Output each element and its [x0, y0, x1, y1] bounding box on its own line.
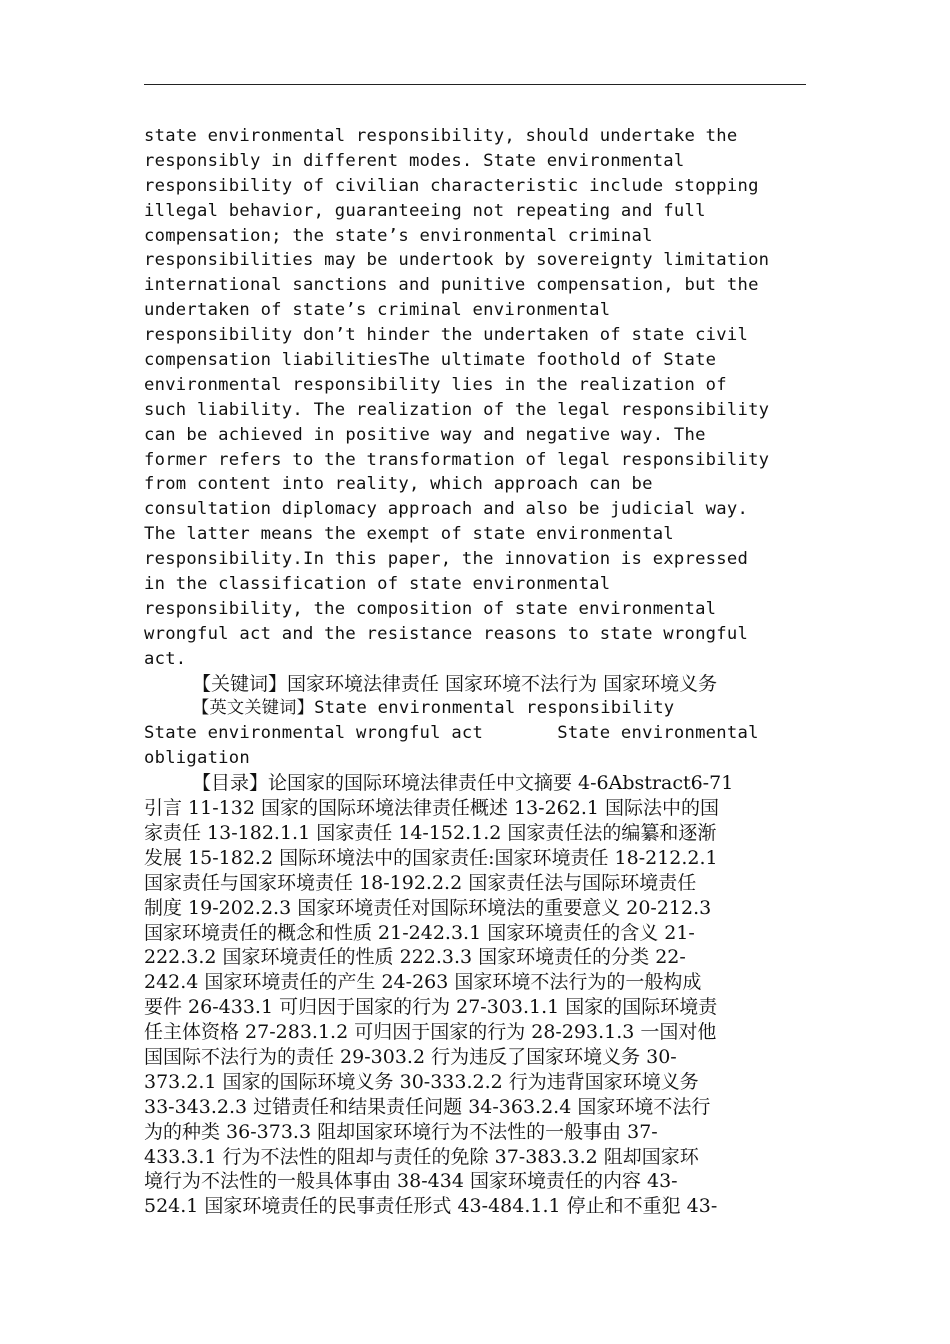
- abstract-line: illegal behavior, guaranteeing not repeating and full: [144, 200, 706, 221]
- toc-line: 制度 19-202.2.3 国家环境责任对国际环境法的重要意义 20-212.3: [144, 896, 712, 919]
- toc-line: 433.3.1 行为不法性的阻却与责任的免除 37-383.3.2 阻却国家环: [144, 1145, 699, 1168]
- abstract-line: responsibility of civilian characteristic include stopping: [144, 175, 759, 196]
- abstract-line: responsibility.In this paper, the innovation is expressed: [144, 549, 749, 570]
- toc-line: 242.4 国家环境责任的产生 24-263 国家环境不法行为的一般构成: [144, 971, 702, 994]
- toc-line: 33-343.2.3 过错责任和结果责任问题 34-363.2.4 国家环境不法行: [144, 1095, 711, 1118]
- abstract-line: international sanctions and punitive compensation, but the: [144, 275, 759, 296]
- toc-line: 国家责任与国家环境责任 18-192.2.2 国家责任法与国际环境责任: [144, 871, 697, 894]
- abstract-line: former refers to the transformation of legal responsibility: [144, 449, 770, 470]
- abstract-line: environmental responsibility lies in the realization of: [144, 374, 727, 395]
- toc-line: 国国际不法行为的责任 29-303.2 行为违反了国家环境义务 30-: [144, 1045, 677, 1068]
- toc-line: 发展 15-182.2 国际环境法中的国家责任:国家环境责任 18-212.2.1: [144, 846, 718, 869]
- header-rule: [144, 84, 806, 85]
- abstract-line: from content into reality, which approach can be: [144, 474, 653, 495]
- abstract-line: The latter means the exempt of state environmental: [144, 524, 674, 545]
- abstract-line: responsibility, the composition of state environmental: [144, 598, 717, 619]
- page-body: [144, 124, 812, 1219]
- english-abstract: [144, 124, 812, 672]
- abstract-line: consultation diplomacy approach and also be judicial way.: [144, 499, 749, 520]
- english-keywords-line: obligation: [144, 748, 250, 769]
- table-of-contents: [144, 771, 812, 1219]
- toc-line: 要件 26-433.1 可归因于国家的行为 27-303.1.1 国家的国际环境责: [144, 996, 718, 1019]
- english-keywords-line: State environmental wrongful act State environmental: [144, 723, 759, 744]
- toc-line: 222.3.2 国家环境责任的性质 222.3.3 国家环境责任的分类 22-: [144, 946, 686, 969]
- toc-line: 引言 11-132 国家的国际环境法律责任概述 13-262.1 国际法中的国: [144, 797, 720, 820]
- abstract-line: responsibly in different modes. State environmental: [144, 150, 685, 171]
- toc-line: 家责任 13-182.1.1 国家责任 14-152.1.2 国家责任法的编纂和逐渐: [144, 821, 717, 844]
- english-keywords-line: 【英文关键词】State environmental responsibility: [192, 698, 675, 719]
- abstract-line: wrongful act and the resistance reasons to state wrongful: [144, 623, 749, 644]
- toc-line: 为的种类 36-373.3 阻却国家环境行为不法性的一般事由 37-: [144, 1120, 658, 1143]
- abstract-line: compensation; the state’s environmental criminal: [144, 225, 653, 246]
- toc-line: 【目录】论国家的国际环境法律责任中文摘要 4-6Abstract6-71: [192, 772, 734, 795]
- abstract-line: responsibilities may be undertook by sovereignty limitation: [144, 250, 770, 271]
- toc-line: 373.2.1 国家的国际环境义务 30-333.2.2 行为违背国家环境义务: [144, 1070, 699, 1093]
- toc-line: 524.1 国家环境责任的民事责任形式 43-484.1.1 停止和不重犯 43-: [144, 1195, 718, 1218]
- toc-line: 国家环境责任的概念和性质 21-242.3.1 国家环境责任的含义 21-: [144, 921, 695, 944]
- abstract-line: in the classification of state environmental: [144, 574, 611, 595]
- abstract-line: undertaken of state’s criminal environmental: [144, 300, 611, 321]
- toc-line: 任主体资格 27-283.1.2 可归因于国家的行为 28-293.1.3 一国对他: [144, 1021, 717, 1044]
- english-keywords: [144, 696, 812, 771]
- abstract-line: state environmental responsibility, should undertake the: [144, 126, 738, 146]
- abstract-line: responsibility don’t hinder the undertaken of state civil: [144, 325, 749, 346]
- toc-line: 境行为不法性的一般具体事由 38-434 国家环境责任的内容 43-: [144, 1170, 678, 1193]
- abstract-line: compensation liabilitiesThe ultimate foothold of State: [144, 350, 717, 371]
- abstract-line: such liability. The realization of the legal responsibility: [144, 399, 770, 420]
- abstract-line: act.: [144, 648, 187, 669]
- abstract-line: can be achieved in positive way and negative way. The: [144, 424, 706, 445]
- keywords-line: 【关键词】国家环境法律责任 国家环境不法行为 国家环境义务: [192, 672, 718, 695]
